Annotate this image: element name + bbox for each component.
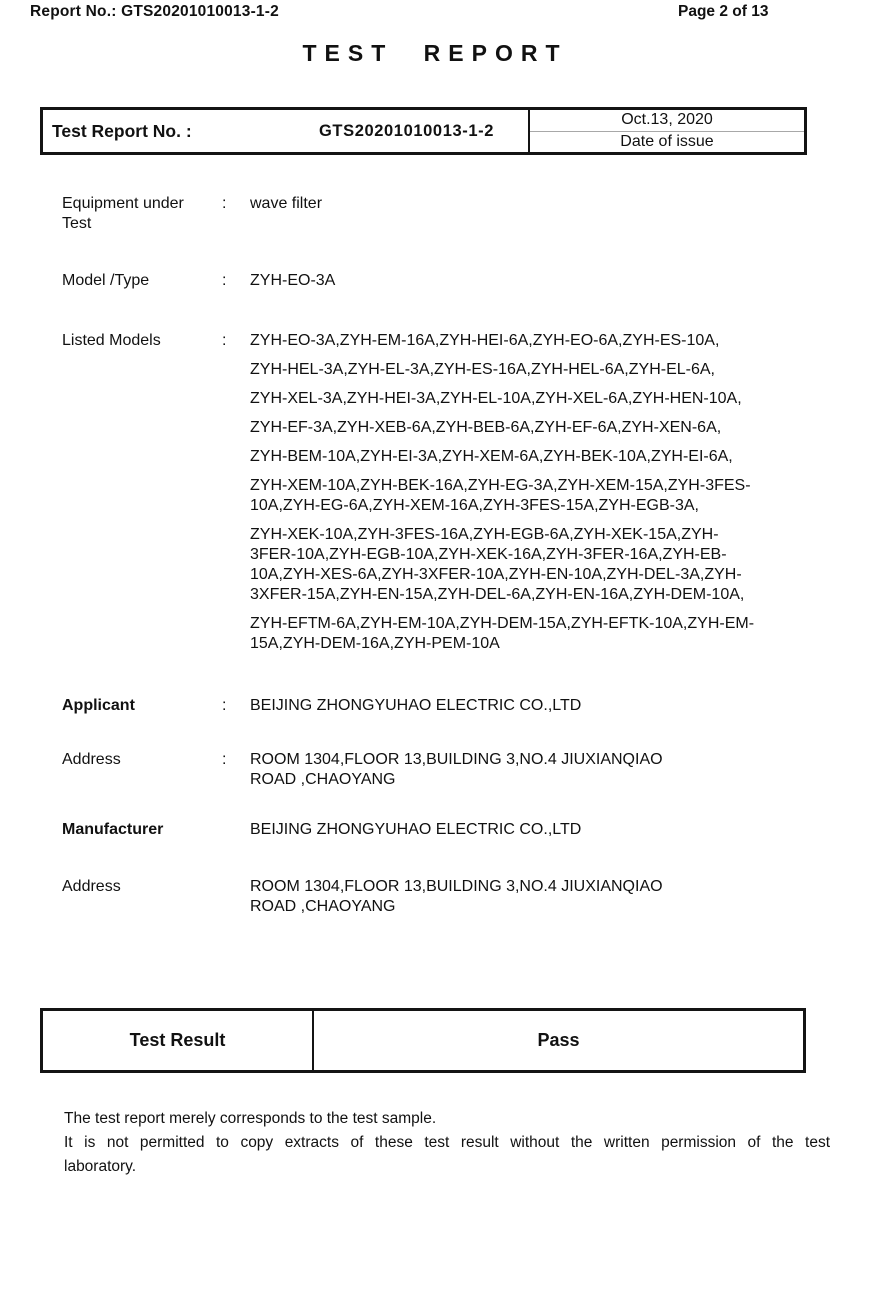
- issue-date-value: Oct.13, 2020: [530, 110, 804, 132]
- report-number-value: GTS20201010013-1-2: [318, 121, 494, 140]
- address-line: ROAD ,CHAOYANG: [250, 771, 396, 788]
- report-number-table: [40, 107, 807, 155]
- model-paragraph: [250, 614, 810, 654]
- date-of-issue-cell: [528, 110, 804, 152]
- field-colon: :: [222, 332, 227, 349]
- model-line: 15A,ZYH-DEM-16A,ZYH-PEM-10A: [250, 635, 500, 652]
- field-label: Manufacturer: [62, 821, 164, 838]
- model-paragraph: [250, 331, 810, 351]
- model-line: ZYH-BEM-10A,ZYH-EI-3A,ZYH-XEM-6A,ZYH-BEK-10A,ZYH-EI-6A,: [250, 448, 733, 465]
- model-paragraph: [250, 360, 810, 380]
- model-paragraph: [250, 447, 810, 467]
- field-row-applicant: [62, 696, 810, 716]
- header-page-number: Page 2 of 13: [678, 3, 769, 20]
- field-label: Listed Models: [62, 332, 161, 349]
- disclaimer-line: It is not permitted to copy extracts of these test result without the written permission of the test: [64, 1134, 830, 1151]
- disclaimer-line: laboratory.: [64, 1158, 137, 1175]
- field-value: BEIJING ZHONGYUHAO ELECTRIC CO.,LTD: [250, 697, 582, 714]
- field-colon: :: [222, 272, 227, 289]
- test-result-label-cell: Test Result: [43, 1011, 314, 1070]
- issue-date-caption: Date of issue: [620, 132, 714, 150]
- model-paragraph: [250, 418, 810, 438]
- field-label: Address: [62, 878, 121, 895]
- test-result-value-cell: Pass: [537, 1030, 580, 1050]
- model-line: ZYH-XEM-10A,ZYH-BEK-16A,ZYH-EG-3A,ZYH-XEM-15A,ZYH-3FES-: [250, 477, 751, 494]
- model-line: ZYH-XEL-3A,ZYH-HEI-3A,ZYH-EL-10A,ZYH-XEL-6A,ZYH-HEN-10A,: [250, 390, 742, 407]
- field-label: Address: [62, 751, 121, 768]
- model-line: 3FER-10A,ZYH-EGB-10A,ZYH-XEK-16A,ZYH-3FER-16A,ZYH-EB-: [250, 546, 727, 563]
- model-line: ZYH-EF-3A,ZYH-XEB-6A,ZYH-BEB-6A,ZYH-EF-6A,ZYH-XEN-6A,: [250, 419, 722, 436]
- model-line: ZYH-XEK-10A,ZYH-3FES-16A,ZYH-EGB-6A,ZYH-XEK-15A,ZYH-: [250, 526, 719, 543]
- model-paragraph: [250, 476, 810, 516]
- page-title: TEST REPORT: [302, 40, 568, 66]
- test-result-table: [40, 1008, 806, 1073]
- model-line: ZYH-HEL-3A,ZYH-EL-3A,ZYH-ES-16A,ZYH-HEL-6A,ZYH-EL-6A,: [250, 361, 715, 378]
- address-line: ROOM 1304,FLOOR 13,BUILDING 3,NO.4 JIUXIANQIAO: [250, 878, 663, 895]
- field-row-equipment: [62, 194, 810, 234]
- field-colon: :: [222, 751, 227, 768]
- field-row-listed-models: [62, 331, 810, 654]
- field-label: Model /Type: [62, 272, 150, 289]
- model-line: 3XFER-15A,ZYH-EN-15A,ZYH-DEL-6A,ZYH-EN-16A,ZYH-DEM-10A,: [250, 586, 745, 603]
- field-label: Applicant: [62, 697, 135, 714]
- report-number-cell: [43, 110, 528, 152]
- disclaimer-line: The test report merely corresponds to the test sample.: [64, 1110, 437, 1127]
- model-paragraph: [250, 525, 810, 605]
- field-value: ZYH-EO-3A: [250, 272, 336, 289]
- field-colon: :: [222, 697, 227, 714]
- address-line: ROAD ,CHAOYANG: [250, 898, 396, 915]
- field-row-applicant-address: [62, 750, 810, 790]
- field-row-manufacturer: [62, 820, 810, 840]
- field-value: wave filter: [250, 195, 323, 212]
- model-line: 10A,ZYH-EG-6A,ZYH-XEM-16A,ZYH-3FES-15A,ZYH-EGB-3A,: [250, 497, 699, 514]
- field-value: [250, 750, 810, 790]
- header-report-no: Report No.: GTS20201010013-1-2: [30, 3, 279, 20]
- address-line: ROOM 1304,FLOOR 13,BUILDING 3,NO.4 JIUXIANQIAO: [250, 751, 663, 768]
- field-row-model: [62, 271, 810, 291]
- listed-models-value: [250, 331, 810, 654]
- field-colon: :: [222, 195, 227, 212]
- field-value: BEIJING ZHONGYUHAO ELECTRIC CO.,LTD: [250, 821, 582, 838]
- model-line: ZYH-EFTM-6A,ZYH-EM-10A,ZYH-DEM-15A,ZYH-EFTK-10A,ZYH-EM-: [250, 615, 755, 632]
- model-line: ZYH-EO-3A,ZYH-EM-16A,ZYH-HEI-6A,ZYH-EO-6A,ZYH-ES-10A,: [250, 332, 720, 349]
- model-paragraph: [250, 389, 810, 409]
- field-value: [250, 877, 810, 917]
- disclaimer: [64, 1107, 830, 1179]
- report-number-label: Test Report No. :: [52, 120, 192, 141]
- field-row-manufacturer-address: [62, 877, 810, 917]
- field-label: Equipment under Test: [62, 195, 184, 232]
- model-line: 10A,ZYH-XES-6A,ZYH-3XFER-10A,ZYH-EN-10A,ZYH-DEL-3A,ZYH-: [250, 566, 742, 583]
